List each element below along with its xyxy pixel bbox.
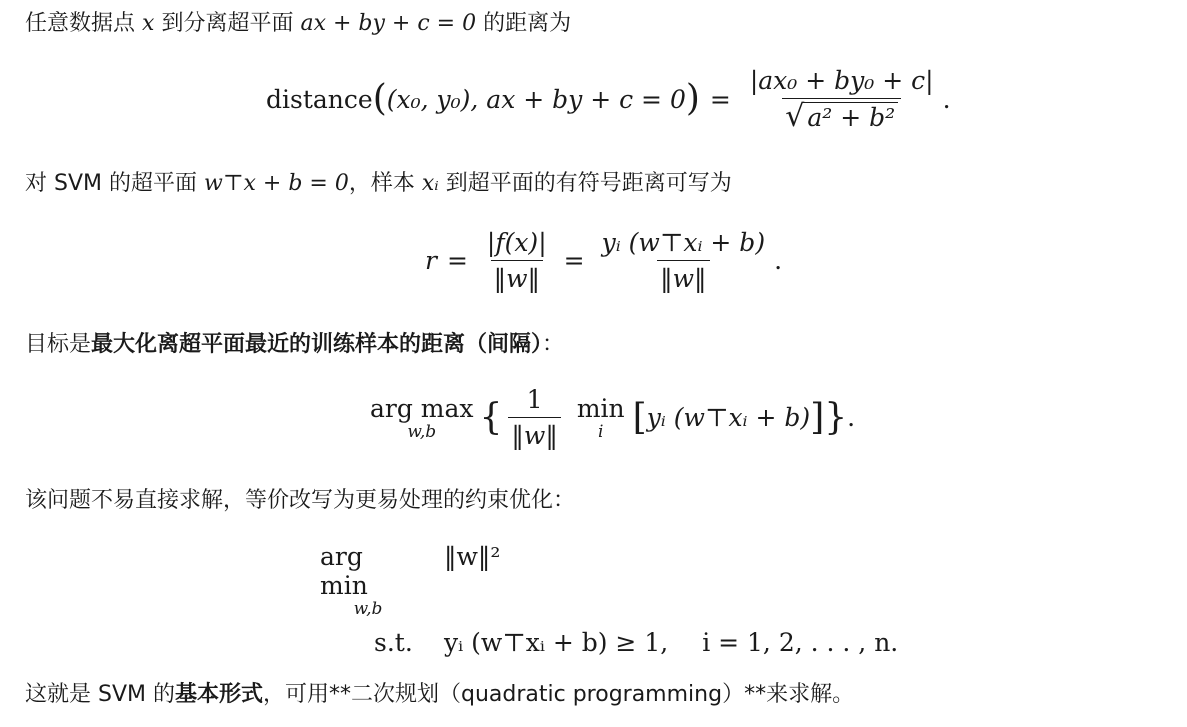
eq-min-operator: [577, 394, 625, 441]
bold-text: 基本形式: [174, 682, 263, 707]
text: 到超平面的有符号距离可写为: [445, 171, 732, 196]
equation-optimization: [320, 542, 898, 657]
paragraph-distance-intro: [25, 9, 571, 39]
operator-label: arg max: [370, 394, 474, 423]
text: ，可用**二次规划（quadratic programming）**来求解。: [263, 682, 855, 707]
text: 对 SVM 的超平面: [25, 171, 197, 196]
eq-denominator: ‖w‖: [508, 417, 560, 450]
operator-subscript: w,b: [353, 599, 383, 619]
text: ：: [542, 332, 565, 357]
eq-objective: ‖w‖²: [444, 542, 501, 571]
math-var: xᵢ: [421, 171, 439, 196]
eq-function-name: distance: [266, 84, 373, 114]
text: 任意数据点: [25, 11, 136, 36]
eq-operator: [370, 394, 474, 441]
eq-denominator: a² + b²: [804, 102, 898, 132]
eq-subject-to: s.t.: [374, 628, 413, 657]
operator-subscript: w,b: [407, 422, 437, 442]
text: 这就是 SVM 的: [25, 682, 175, 707]
eq-fraction: [599, 228, 769, 293]
math-inline: ax + by + c = 0: [300, 11, 477, 36]
sqrt-sign: √ a² + b²: [785, 102, 898, 132]
eq-denominator: ‖w‖: [491, 260, 543, 293]
eq-numerator: |f(x)|: [486, 228, 547, 257]
paragraph-svm-hyperplane: [25, 169, 732, 199]
text: 该问题不易直接求解，等价改写为更易处理的约束优化：: [25, 488, 576, 513]
operator-subscript: i: [598, 422, 604, 442]
eq-body: yᵢ (w⊤xᵢ + b): [646, 403, 811, 432]
eq-fraction: [484, 228, 550, 293]
eq-lhs: r: [425, 246, 437, 275]
eq-constraint: yᵢ (w⊤xᵢ + b) ≥ 1,: [444, 628, 669, 657]
equation-signed-distance: r = $\frac{|f(x)|}{‖w‖}$ = $\frac{\text{yᵢ (w⊤xᵢ + b)}}{‖w‖}$ .: [425, 228, 783, 293]
paragraph-conclusion: [25, 680, 854, 710]
eq-args: (x₀, y₀), ax + by + c = 0: [386, 84, 686, 114]
text: 目标是: [25, 332, 92, 357]
eq-fraction: [508, 385, 560, 450]
equation-argmax: arg max w,b { $\frac{1}{‖w‖}$ min i [ yᵢ (w⊤xᵢ + b) ] } .: [370, 385, 856, 450]
math-inline: w⊤x + b = 0: [203, 171, 349, 196]
text: 的距离为: [483, 11, 572, 36]
eq-denominator: ‖w‖: [657, 260, 709, 293]
operator-label: min: [576, 394, 625, 423]
eq-numerator: 1: [526, 385, 543, 414]
eq-operator: [320, 542, 416, 618]
text: 到分离超平面: [161, 11, 294, 36]
paragraph-objective: [25, 330, 564, 360]
math-var: x: [142, 11, 155, 36]
eq-fraction: [747, 66, 937, 132]
text: ，样本: [348, 171, 415, 196]
bold-text: 最大化离超平面最近的训练样本的距离（间隔）: [91, 332, 543, 357]
operator-label: arg min: [320, 542, 368, 600]
eq-index-range: i = 1, 2, . . . , n.: [702, 628, 899, 657]
eq-numerator: yᵢ (w⊤xᵢ + b): [601, 228, 766, 257]
paragraph-reformulate: [25, 486, 575, 516]
equation-distance: distance ( (x₀, y₀), ax + by + c = 0 ) = |ax₀ + by₀ + c| √ a² + b² .: [266, 66, 951, 134]
eq-numerator: |ax₀ + by₀ + c|: [749, 66, 934, 95]
